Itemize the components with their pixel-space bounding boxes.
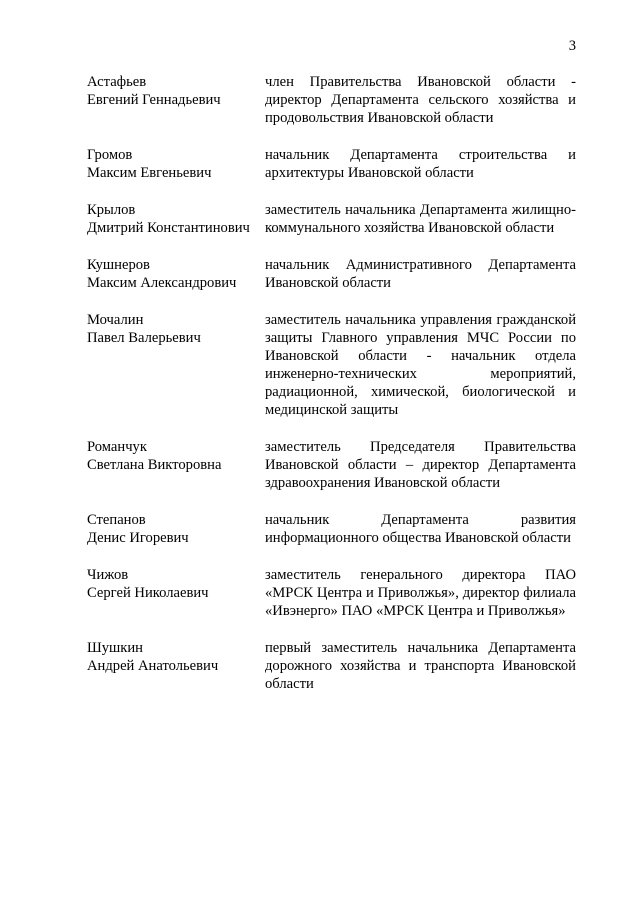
member-row (87, 201, 576, 237)
members-list (87, 73, 576, 712)
member-row (87, 256, 576, 292)
member-position: начальник Административного Департамента Ивановской области (265, 257, 576, 291)
member-position: член Правительства Ивановской области - директор Департамента сельского хозяйства и продовольствия Ивановской области (265, 74, 576, 126)
member-row (87, 438, 576, 492)
member-surname: Крылов (87, 202, 136, 218)
member-given-names: Максим Евгеньевич (87, 165, 212, 181)
member-name (87, 146, 265, 182)
member-name (87, 511, 265, 547)
member-position: заместитель начальника управления гражданской защиты Главного управления МЧС России по Ивановской области - начальник отдела инженерно-технических мероприятий, радиационной, химической, биологической и медицинской защиты (265, 312, 576, 418)
member-position: заместитель генерального директора ПАО «МРСК Центра и Приволжья», директор филиала «Ивэнерго» ПАО «МРСК Центра и Приволжья» (265, 567, 576, 619)
member-name (87, 639, 265, 693)
member-position: заместитель Председателя Правительства Ивановской области – директор Департамента здравоохранения Ивановской области (265, 439, 576, 491)
member-position: заместитель начальника Департамента жилищно-коммунального хозяйства Ивановской области (265, 202, 576, 236)
member-name (87, 73, 265, 127)
member-position: начальник Департамента строительства и архитектуры Ивановской области (265, 147, 576, 181)
member-name (87, 438, 265, 492)
member-given-names: Андрей Анатольевич (87, 658, 219, 674)
member-row (87, 566, 576, 620)
page-number: 3 (568, 38, 576, 54)
member-name (87, 256, 265, 292)
member-given-names: Павел Валерьевич (87, 330, 201, 346)
member-given-names: Сергей Николаевич (87, 585, 209, 601)
member-surname: Астафьев (87, 74, 147, 90)
member-given-names: Максим Александрович (87, 275, 237, 291)
member-surname: Степанов (87, 512, 146, 528)
member-surname: Громов (87, 147, 133, 163)
member-given-names: Дмитрий Константинович (87, 220, 250, 236)
member-surname: Кушнеров (87, 257, 150, 273)
member-given-names: Денис Игоревич (87, 530, 189, 546)
member-row (87, 311, 576, 419)
member-row (87, 511, 576, 547)
member-given-names: Евгений Геннадьевич (87, 92, 221, 108)
member-name (87, 201, 265, 237)
member-position: начальник Департамента развития информационного общества Ивановской области (265, 512, 576, 546)
member-given-names: Светлана Викторовна (87, 457, 222, 473)
member-position: первый заместитель начальника Департамента дорожного хозяйства и транспорта Ивановской области (265, 640, 576, 692)
member-surname: Романчук (87, 439, 147, 455)
member-name (87, 311, 265, 419)
member-row (87, 639, 576, 693)
member-name (87, 566, 265, 620)
member-row (87, 73, 576, 127)
member-surname: Мочалин (87, 312, 144, 328)
member-surname: Шушкин (87, 640, 143, 656)
member-row (87, 146, 576, 182)
member-surname: Чижов (87, 567, 129, 583)
